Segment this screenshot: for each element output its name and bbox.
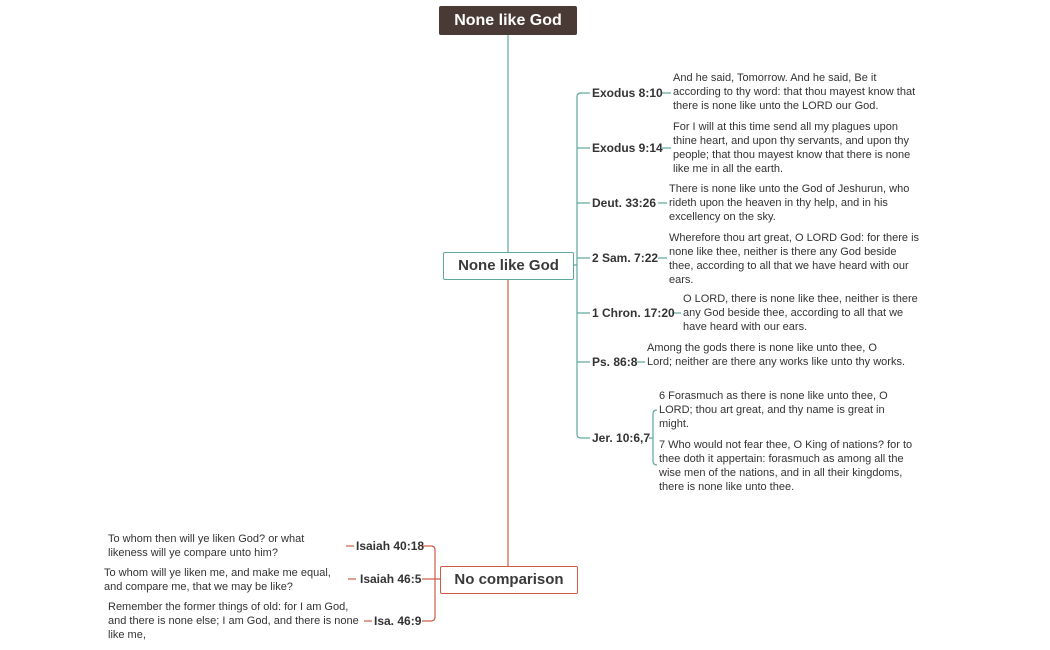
verse-text: To whom will ye liken me, and make me equal, and compare me, that we may be like? [104,567,331,593]
ref-isaiah-40-18[interactable]: Isaiah 40:18 [356,539,425,553]
ref-isaiah-46-5[interactable]: Isaiah 46:5 [360,572,422,586]
verse-text: There is none like unto the God of Jeshurun, who rideth upon the heaven in thy help, and in his excellency on the sky. [669,183,910,223]
ref-2-sam-7-22[interactable]: 2 Sam. 7:22 [592,251,659,265]
ref-isa-46-9[interactable]: Isa. 46:9 [374,614,422,628]
root-topic[interactable]: None like God [439,6,577,35]
verse-text: 7 Who would not fear thee, O King of nations? for to thee doth it appertain: forasmuch as among all the wise men of the nations, and in all their kingdoms, there is none like unto thee. [659,439,913,493]
connector-branch1-spine [574,93,581,438]
verse-text: And he said, Tomorrow. And he said, Be it according to thy word: that thou mayest know that there is none like unto the LORD our God. [673,72,916,112]
verse-text: O LORD, there is none like thee, neither is there any God beside thee, according to all that we have heard with our ears. [683,293,918,333]
verse-text: Among the gods there is none like unto thee, O Lord; neither are there any works like unto thy works. [647,342,906,368]
verse-text: To whom then will ye liken God? or what likeness will ye compare unto him? [108,533,305,559]
branch-no-comparison[interactable]: No comparison [440,566,578,594]
ref-1-chron-17-20[interactable]: 1 Chron. 17:20 [592,306,675,320]
branch-none-like-god[interactable]: None like God [443,252,574,280]
verse-text: 6 Forasmuch as there is none like unto thee, O LORD; thou art great, and thy name is great in might. [659,390,888,430]
ref-exodus-9-14[interactable]: Exodus 9:14 [592,141,663,155]
verse-text: Wherefore thou art great, O LORD God: for there is none like thee, neither is there any God beside thee, according to all that we have heard with our ears. [669,232,920,286]
ref-exodus-8-10[interactable]: Exodus 8:10 [592,86,663,100]
ref-deut-33-26[interactable]: Deut. 33:26 [592,196,657,210]
connector-branch2-spine [431,546,440,621]
ref-jer-10-6-7[interactable]: Jer. 10:6,7 [592,431,651,445]
ref-ps-86-8[interactable]: Ps. 86:8 [592,355,638,369]
verse-text: For I will at this time send all my plagues upon thine heart, and upon thy servants, and upon thy people; that thou mayest know that there is none like me in all the earth. [673,121,911,175]
verse-text: Remember the former things of old: for I am God, and there is none else; I am God, and there is none like me, [108,601,359,641]
